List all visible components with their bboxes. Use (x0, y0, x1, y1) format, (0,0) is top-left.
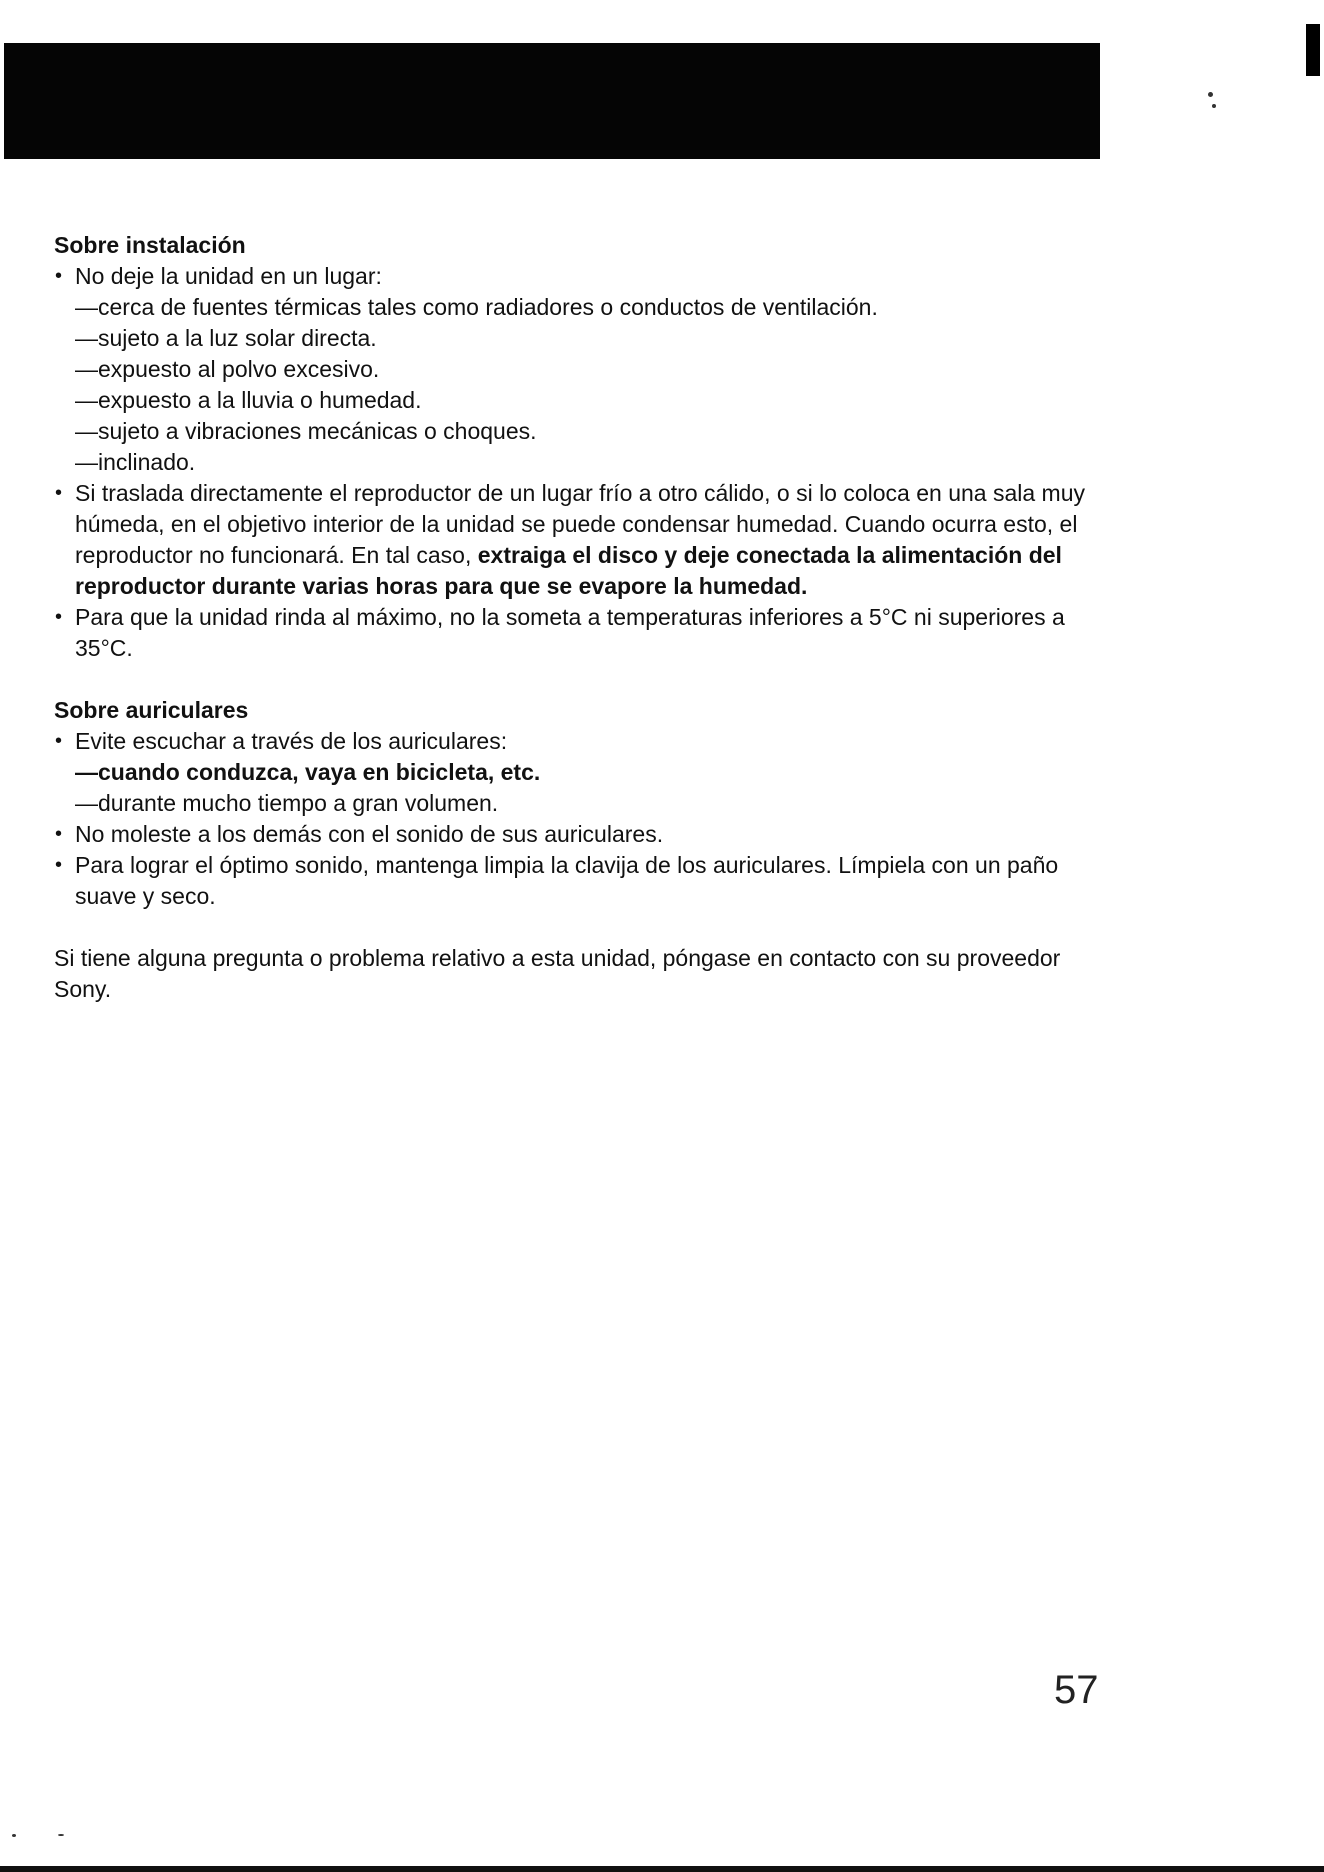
avoid-item-driving: —cuando conduzca, vaya en bicicleta, etc. (75, 759, 541, 785)
headphones-section (54, 695, 1114, 912)
installation-bullet-location (54, 261, 1114, 478)
installation-section (54, 230, 1114, 664)
cleaning-text: Para lograr el óptimo sonido, mantenga limpia la clavija de los auriculares. Límpiela con un paño suave y seco. (75, 852, 1059, 909)
location-list (75, 292, 1114, 478)
location-item: —sujeto a la luz solar directa. (75, 325, 377, 351)
bullet-intro: Evite escuchar a través de los auriculares: (75, 728, 508, 754)
location-item: —sujeto a vibraciones mecánicas o choques. (75, 418, 537, 444)
header-band (4, 43, 1100, 159)
bullet-intro: No deje la unidad en un lugar: (75, 263, 382, 289)
installation-bullet-condensation (54, 478, 1114, 602)
section-gap (54, 912, 1114, 943)
location-item: —expuesto a la lluvia o humedad. (75, 387, 422, 413)
temperature-text: Para que la unidad rinda al máximo, no la someta a temperaturas inferiores a 5°C ni superiores a 35°C. (75, 604, 1065, 661)
bottom-rule (0, 1866, 1324, 1872)
avoid-list (75, 757, 1114, 819)
location-item: —expuesto al polvo excesivo. (75, 356, 380, 382)
location-item: —inclinado. (75, 449, 196, 475)
scan-speck (1212, 104, 1216, 108)
headphones-bullet-others (54, 819, 1114, 850)
condensation-text: Si traslada directamente el reproductor de un lugar frío a otro cálido, o si lo coloca en una sala muy húmeda, en el objetivo interior de la unidad se puede condensar humedad. Cuando ocurra esto, el reproductor no funcionará. En tal caso, (75, 480, 1086, 568)
scan-speck (58, 1834, 64, 1836)
edge-tab-mark (1306, 24, 1320, 76)
installation-bullets (54, 261, 1114, 664)
scan-speck (12, 1834, 16, 1837)
avoid-item-volume: —durante mucho tiempo a gran volumen. (75, 790, 499, 816)
headphones-bullet-avoid (54, 726, 1114, 819)
page-number: 57 (1054, 1668, 1099, 1712)
page-content (54, 230, 1114, 1005)
closing-paragraph: Si tiene alguna pregunta o problema relativo a esta unidad, póngase en contacto con su proveedor Sony. (54, 945, 1061, 1002)
location-item: —cerca de fuentes térmicas tales como radiadores o conductos de ventilación. (75, 294, 878, 320)
section-gap (54, 664, 1114, 695)
installation-heading: Sobre instalación (54, 232, 246, 258)
headphones-bullet-cleaning (54, 850, 1114, 912)
installation-bullet-temperature (54, 602, 1114, 664)
others-text: No moleste a los demás con el sonido de sus auriculares. (75, 821, 664, 847)
scan-speck (1208, 92, 1213, 97)
condensation-warning: extraiga el disco y deje conectada la alimentación del reproductor durante varias horas para que se evapore la humedad. (75, 542, 1062, 599)
headphones-bullets (54, 726, 1114, 912)
headphones-heading: Sobre auriculares (54, 697, 249, 723)
